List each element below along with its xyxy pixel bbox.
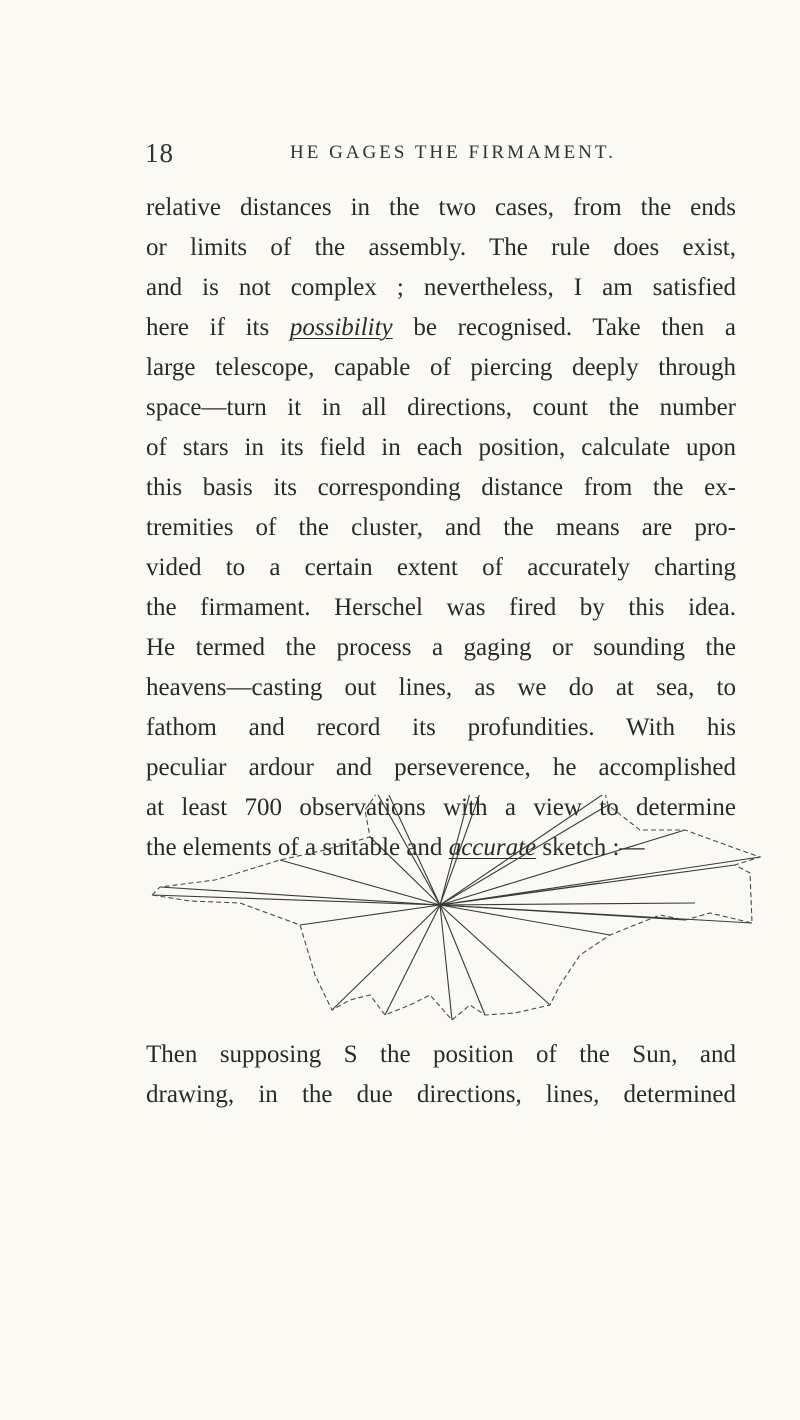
text-line: relative distances in the two cases, from the ends bbox=[146, 194, 736, 221]
gauge-line bbox=[440, 903, 695, 905]
text-line: peculiar ardour and perseverence, he accomplished bbox=[146, 754, 736, 781]
gauge-line bbox=[377, 795, 440, 905]
star-gauge-diagram bbox=[140, 795, 770, 1025]
gauge-line bbox=[440, 905, 452, 1020]
text-line: or limits of the assembly. The rule does exist, bbox=[146, 234, 736, 261]
text-segment: here if its bbox=[146, 314, 270, 341]
star-gauge-figure bbox=[140, 795, 770, 1025]
gauge-line bbox=[280, 860, 440, 905]
text-line: He termed the process a gaging or sounding the bbox=[146, 634, 736, 661]
gauge-line bbox=[300, 905, 440, 925]
text-line: tremities of the cluster, and the means are pro- bbox=[146, 514, 736, 541]
gauge-line bbox=[440, 795, 480, 905]
emphasis-accurate: accurate bbox=[448, 834, 537, 861]
gauge-line bbox=[440, 805, 608, 905]
emphasis-possibility: possibility bbox=[289, 314, 393, 341]
running-head bbox=[145, 138, 705, 178]
text-line: this basis its corresponding distance from the ex- bbox=[146, 474, 736, 501]
text-line: fathom and record its profundities. With his bbox=[146, 714, 736, 741]
text-line: drawing, in the due directions, lines, determined bbox=[146, 1081, 736, 1108]
gauge-line bbox=[152, 895, 440, 905]
gauge-line bbox=[440, 857, 760, 905]
text-line: at least 700 observations with a view to determine bbox=[146, 794, 736, 821]
gauge-line bbox=[385, 905, 440, 1015]
text-line: the firmament. Herschel was fired by this idea. bbox=[146, 594, 736, 621]
text-line: space—turn it in all directions, count the number bbox=[146, 394, 736, 421]
text-segment: the elements of a suitable and bbox=[146, 834, 443, 861]
text-line: large telescope, capable of piercing deeply through bbox=[146, 354, 736, 381]
page-number: 18 bbox=[145, 138, 174, 168]
text-line: and is not complex ; nevertheless, I am satisfied bbox=[146, 274, 736, 301]
text-line: vided to a certain extent of accurately charting bbox=[146, 554, 736, 581]
text-line: Then supposing S the position of the Sun, and bbox=[146, 1041, 736, 1068]
gauge-line bbox=[160, 887, 440, 905]
gauge-line bbox=[440, 830, 685, 905]
text-line bbox=[146, 308, 736, 348]
running-title: HE GAGES THE FIRMAMENT. bbox=[290, 142, 616, 163]
gauge-line bbox=[440, 795, 470, 905]
gauge-line bbox=[440, 883, 600, 905]
text-segment: be recognised. Take then a bbox=[413, 314, 736, 341]
gauge-line bbox=[440, 905, 485, 1015]
gauge-line bbox=[332, 905, 440, 1010]
text-segment: sketch :— bbox=[542, 834, 645, 861]
paragraph-top bbox=[146, 188, 736, 868]
gauge-line bbox=[440, 905, 550, 1005]
gauge-line bbox=[388, 795, 440, 905]
paragraph-bottom bbox=[146, 1035, 736, 1115]
text-line: heavens—casting out lines, as we do at sea, to bbox=[146, 674, 736, 701]
text-line: of stars in its field in each position, calculate upon bbox=[146, 434, 736, 461]
gauge-line bbox=[440, 905, 685, 920]
